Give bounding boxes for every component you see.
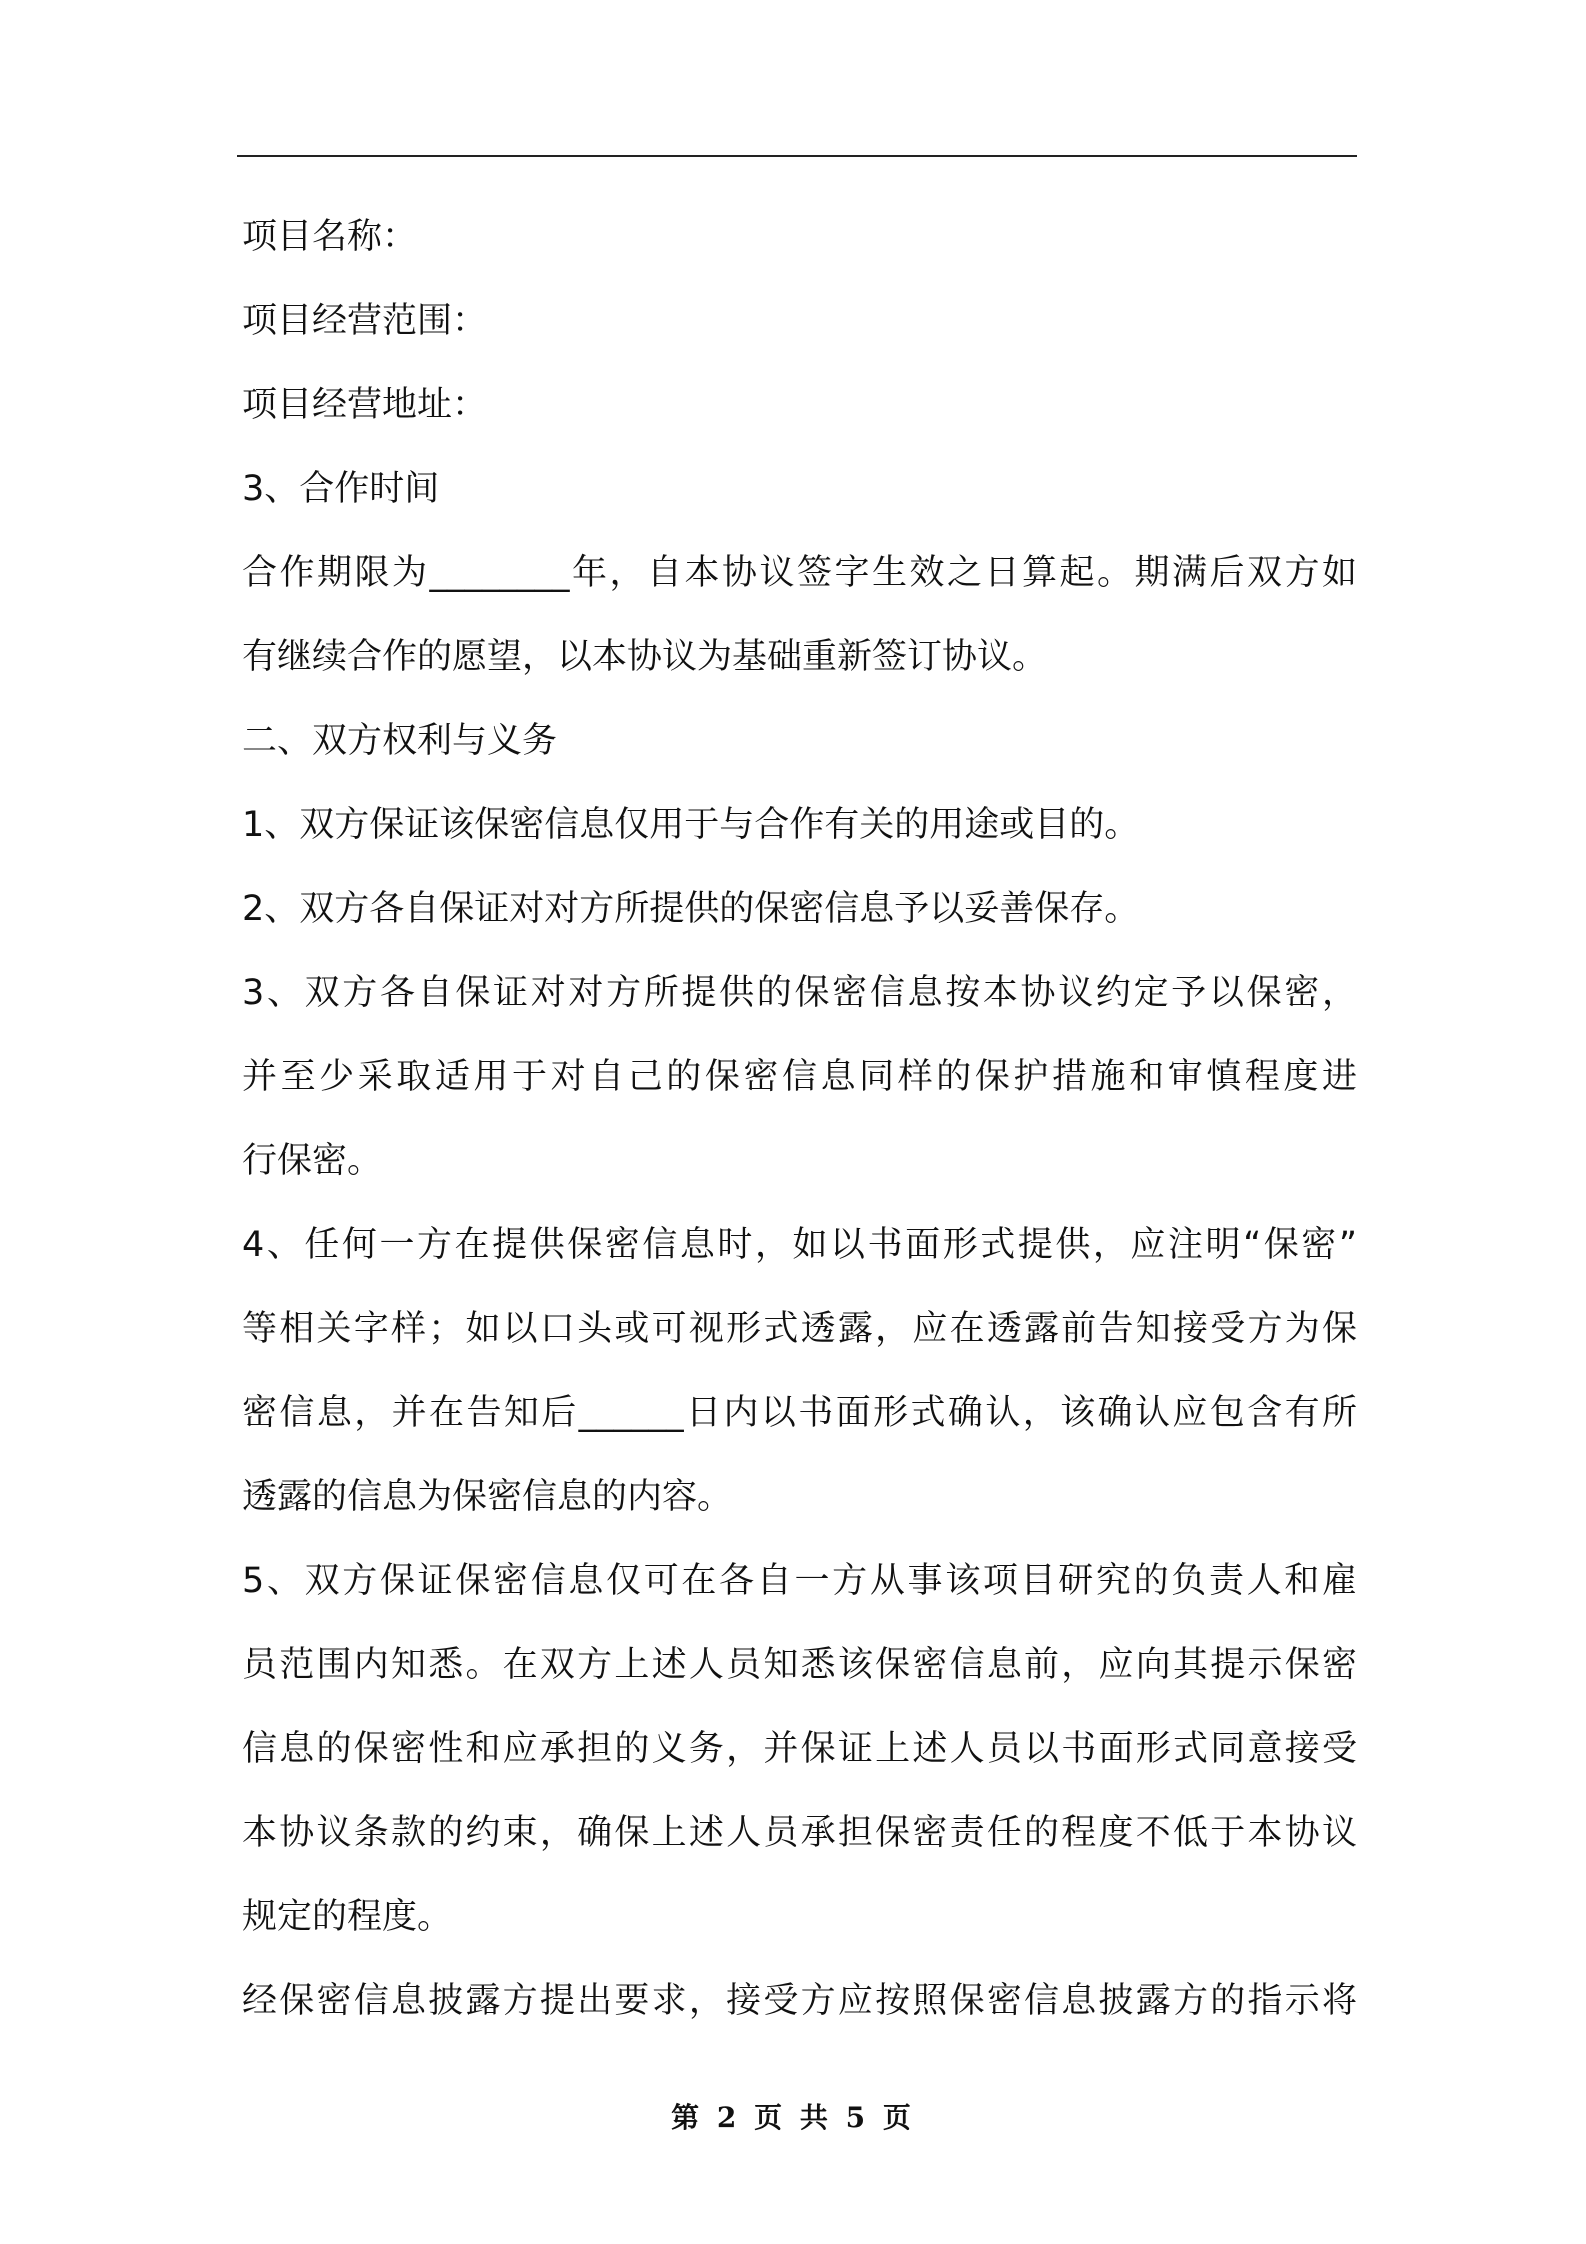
text-line: 项目经营范围： — [242, 301, 488, 341]
text-line: 合作期限为________年，自本协议签字生效之日算起。期满后双方如 — [242, 553, 1357, 593]
text-line: 行保密。 — [242, 1141, 383, 1181]
page-number-footer: 第 2 页 共 5 页 — [671, 2101, 915, 2134]
text-line: 项目名称： — [242, 217, 418, 257]
text-line: 规定的程度。 — [242, 1897, 453, 1937]
text-line: 员范围内知悉。在双方上述人员知悉该保密信息前，应向其提示保密 — [242, 1645, 1357, 1685]
text-line: 信息的保密性和应承担的义务，并保证上述人员以书面形式同意接受 — [242, 1729, 1357, 1769]
text-line: 1、双方保证该保密信息仅用于与合作有关的用途或目的。 — [242, 805, 1140, 845]
text-line: 本协议条款的约束，确保上述人员承担保密责任的程度不低于本协议 — [242, 1813, 1357, 1853]
text-line: 并至少采取适用于对自己的保密信息同样的保护措施和审慎程度进 — [242, 1057, 1357, 1097]
text-line: 经保密信息披露方提出要求，接受方应按照保密信息披露方的指示将 — [242, 1981, 1357, 2021]
text-line: 3、双方各自保证对对方所提供的保密信息按本协议约定予以保密， — [242, 973, 1357, 1013]
text-line: 密信息，并在告知后______日内以书面形式确认，该确认应包含有所 — [242, 1393, 1357, 1433]
text-line: 有继续合作的愿望，以本协议为基础重新签订协议。 — [242, 637, 1048, 677]
text-line: 5、双方保证保密信息仅可在各自一方从事该项目研究的负责人和雇 — [242, 1561, 1357, 1601]
text-line: 等相关字样；如以口头或可视形式透露，应在透露前告知接受方为保 — [242, 1309, 1357, 1349]
text-line: 3、合作时间 — [242, 469, 440, 509]
text-line: 4、任何一方在提供保密信息时，如以书面形式提供，应注明“保密” — [242, 1225, 1357, 1265]
text-line: 二、双方权利与义务 — [242, 721, 558, 761]
header-rule — [237, 155, 1357, 157]
text-line: 透露的信息为保密信息的内容。 — [242, 1477, 733, 1517]
document-body — [242, 195, 1357, 2043]
text-line: 项目经营地址： — [242, 385, 488, 425]
text-line: 2、双方各自保证对对方所提供的保密信息予以妥善保存。 — [242, 889, 1140, 929]
